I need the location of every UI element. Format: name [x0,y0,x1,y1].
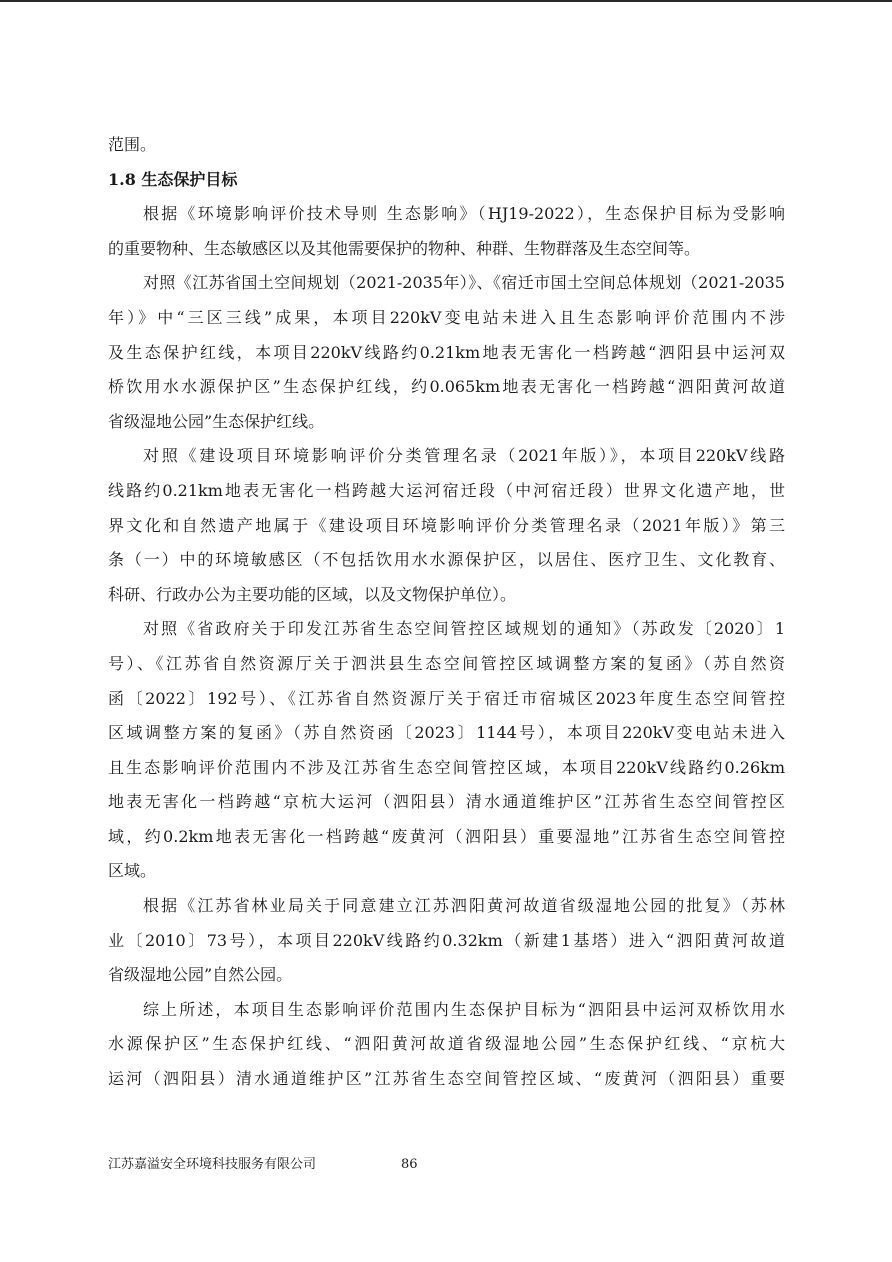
text-line: 条（一）中的环境敏感区（不包括饮用水水源保护区，以居住、医疗卫生、文化教育、 [108,550,785,570]
text-line: 域，约0.2km地表无害化一档跨越“废黄河（泗阳县）重要湿地”江苏省生态空间管控 [108,826,785,846]
text-line: 对照《建设项目环境影响评价分类管理名录（2021年版）》，本项目220kV线路 [143,446,785,466]
text-line: 桥饮用水水源保护区”生态保护红线，约0.065km地表无害化一档跨越“泗阳黄河故道 [108,377,785,397]
text-line: 及生态保护红线，本项目220kV线路约0.21km地表无害化一档跨越“泗阳县中运河双 [108,342,785,362]
section-heading: 1.8 生态保护目标 [108,169,238,189]
text-line: 范围。 [108,135,157,154]
text-line: 函〔2022〕192号）、《江苏省自然资源厅关于宿迁市宿城区2023年度生态空间管控 [108,688,785,708]
text-line: 区域。 [108,861,157,881]
text-line: 根据《环境影响评价技术导则 生态影响》（HJ19-2022），生态保护目标为受影响 [143,204,785,224]
page-number: 86 [401,1157,418,1172]
text-line: 根据《江苏省林业局关于同意建立江苏泗阳黄河故道省级湿地公园的批复》（苏林 [143,896,785,916]
text-line: 对照《省政府关于印发江苏省生态空间管控区域规划的通知》（苏政发〔2020〕1 [143,619,785,639]
text-line: 运河（泗阳县）清水通道维护区”江苏省生态空间管控区域、“废黄河（泗阳县）重要 [108,1069,785,1089]
text-line: 号）、《江苏省自然资源厅关于泗洪县生态空间管控区域调整方案的复函》（苏自然资 [108,653,785,673]
text-line: 区域调整方案的复函》（苏自然资函〔2023〕1144号），本项目220kV变电站未进入 [108,723,785,743]
text-line: 省级湿地公园”自然公园。 [108,965,293,985]
text-line: 线路约0.21km地表无害化一档跨越大运河宿迁段（中河宿迁段）世界文化遗产地，世 [108,480,785,500]
footer-company-name: 江苏嘉溢安全环境科技服务有限公司 [108,1157,317,1172]
text-line: 且生态影响评价范围内不涉及江苏省生态空间管控区域，本项目220kV线路约0.26km [108,757,785,777]
text-line: 综上所述，本项目生态影响评价范围内生态保护目标为“泗阳县中运河双桥饮用水 [143,999,785,1019]
text-line: 界文化和自然遗产地属于《建设项目环境影响评价分类管理名录（2021年版）》第三 [108,515,785,535]
document-body [108,128,785,1097]
top-border-rule [0,0,892,2]
page-footer [108,1153,785,1177]
text-line: 对照《江苏省国土空间规划（2021-2035年）》、《宿迁市国土空间总体规划（2021-2035 [143,273,785,293]
text-line: 科研、行政办公为主要功能的区域，以及文物保护单位）。 [108,584,517,604]
text-line: 省级湿地公园”生态保护红线。 [108,411,325,431]
text-line: 年）》中“三区三线”成果，本项目220kV变电站未进入且生态影响评价范围内不涉 [108,307,785,327]
text-line: 的重要物种、生态敏感区以及其他需要保护的物种、种群、生物群落及生态空间等。 [108,238,701,258]
text-line: 水源保护区”生态保护红线、“泗阳黄河故道省级湿地公园”生态保护红线、“京杭大 [108,1034,785,1054]
text-line: 业〔2010〕73号），本项目220kV线路约0.32km（新建1基塔）进入“泗阳黄河故道 [108,930,785,950]
text-line: 地表无害化一档跨越“京杭大运河（泗阳县）清水通道维护区”江苏省生态空间管控区 [108,792,785,812]
